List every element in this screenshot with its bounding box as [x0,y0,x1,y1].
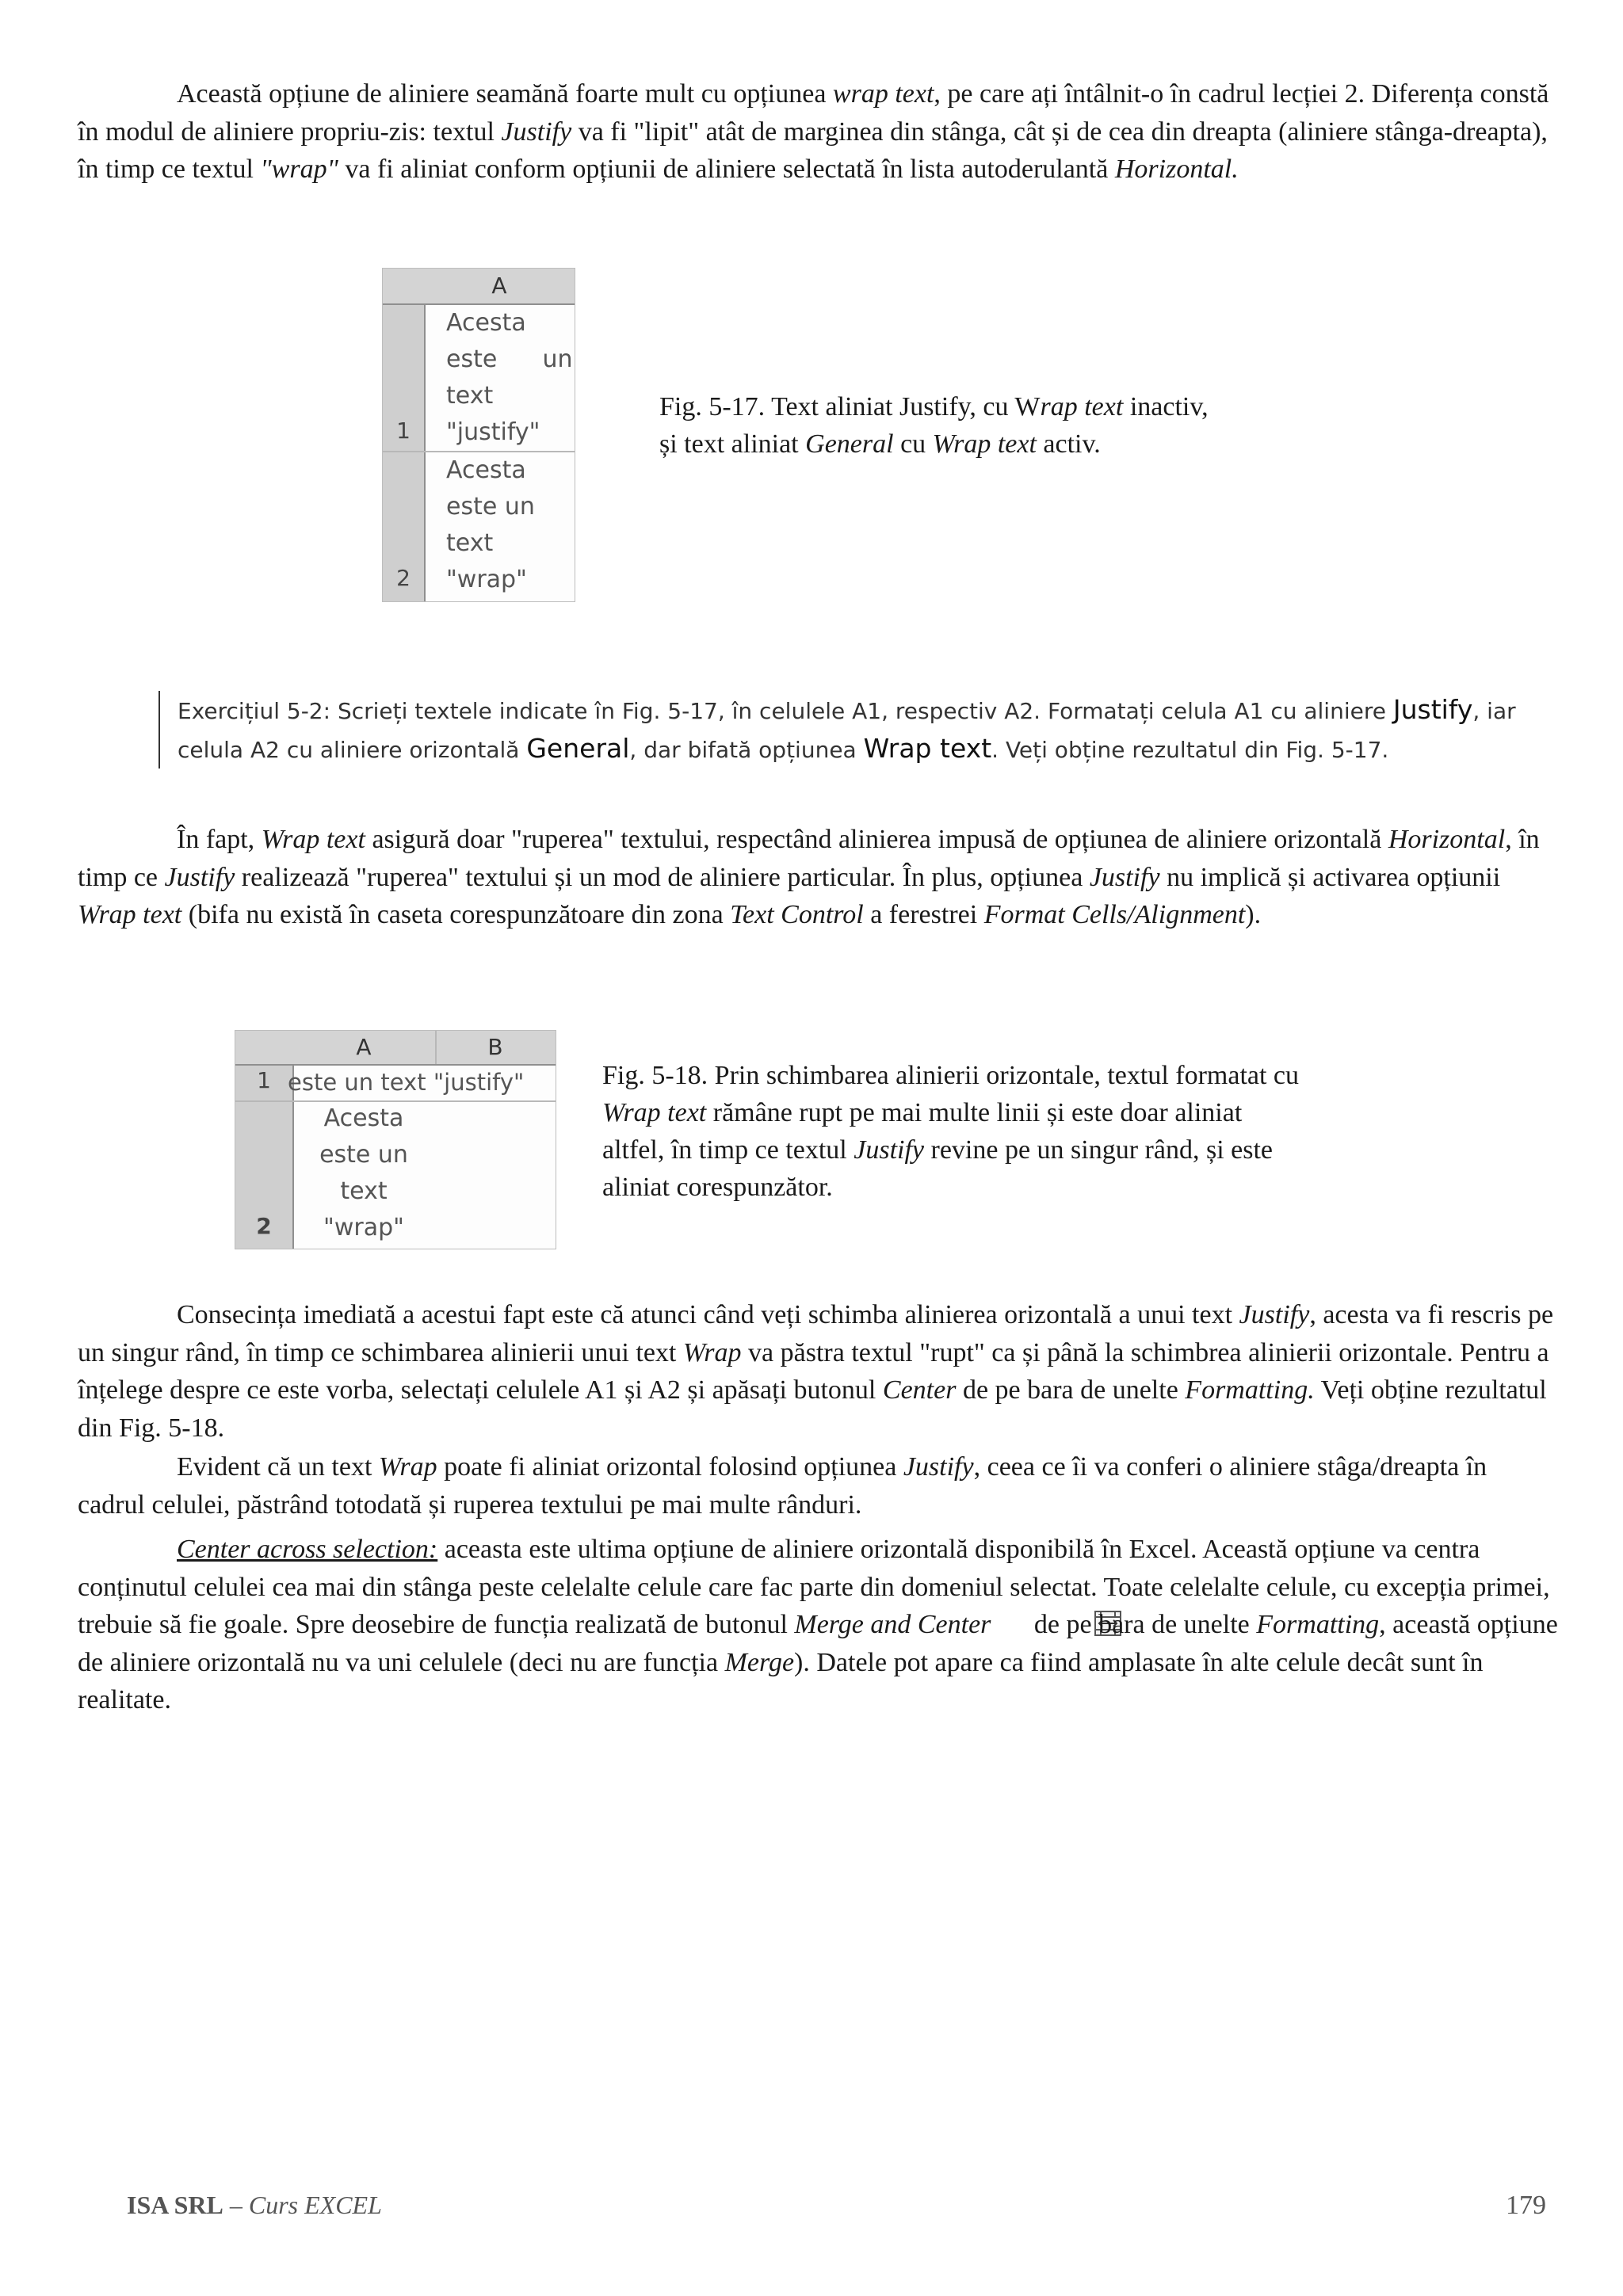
exercise-5-2 [158,691,1580,769]
cell-a2-line: text [446,529,494,557]
text: aceasta este ultima opțiune de aliniere orizontală disponibilă în Excel. Această opțiune va centra conținutul celulei cea mai din stânga peste celelalte celule care fac parte din domeniul selectat. Toate celelalte celule, cu excepția primei, trebuie să fie goale. Spre deosebire de funcția realizată de butonul [78,1535,1550,1639]
emphasis: Text Control [730,900,864,929]
text: (bifa nu există în caseta corespunzătoare din zona [181,900,731,929]
text: Consecința imediată a acestui fapt este că atunci când veți schimba alinierea orizontală a unui text [177,1300,1239,1329]
keyword: Justify [1392,694,1473,725]
figure-5-17-caption [659,388,1373,463]
cell-a2-line: text [340,1177,388,1205]
emphasis: "wrap" [260,154,338,184]
cell-a2-line: este un [446,493,535,521]
emphasis: Formatting [1256,1610,1380,1639]
emphasis: Wrap [378,1452,437,1482]
keyword: Wrap text [863,733,992,764]
footer-course: – Curs EXCEL [223,2191,382,2219]
emphasis: Justify [1089,862,1160,892]
column-header-a: A [356,1034,372,1060]
text: nu implică și activarea opțiunii [1159,862,1501,892]
text: a ferestrei [863,900,984,929]
cell-a2-line: Acesta [446,456,526,484]
intro-paragraph [78,75,1558,189]
emphasis: Justify [501,116,572,147]
text: , pe care ați întâlnit-o în cadrul lecției 2. Diferența constă în modul de aliniere propriu-zis: textul [78,79,1549,147]
column-header-a: A [424,269,575,305]
paragraph-consequence [78,1296,1558,1447]
emphasis: Wrap text [261,825,365,854]
emphasis: Horizontal. [1114,154,1239,184]
text: , iar celula A2 cu aliniere orizontală [178,698,1516,763]
text: , acesta va fi rescris pe un singur rând, în timp ce schimbarea alinierii unui text [78,1300,1554,1367]
keyword: General [526,733,630,764]
text: , în timp ce [78,825,1540,892]
row-number-1: 1 [396,418,411,444]
emphasis: rap text [1040,392,1124,421]
paragraph-wrap-vs-justify [78,821,1558,934]
column-divider [435,1031,437,1064]
text: , ceea ce îi va conferi o aliniere stâga/dreapta în cadrul celulei, păstrând totodată și ruperea textului pe mai multe rânduri. [78,1452,1487,1520]
cell-a1-line: "justify" [446,418,540,446]
text: de pe bara de unelte [956,1375,1186,1405]
text: ). [1245,900,1262,929]
cell-a2-line: "wrap" [446,566,527,593]
emphasis: wrap text [832,79,934,109]
text: : Scrieți textele indicate în Fig. 5-17, în celulele A1, respectiv A2. Formatați celula A1 cu aliniere [323,698,1393,724]
cell-a2-line: este un [319,1141,408,1169]
cell-a1-line: Acesta [446,309,526,337]
text: În fapt, [177,825,262,854]
footer-title [127,2191,382,2220]
cell-a1-line: text [446,382,494,410]
emphasis: Justify [164,862,235,892]
page-number: 179 [1506,2191,1546,2220]
text: , această opțiune de aliniere orizontală nu va uni celulele (deci nu are funcția [78,1610,1558,1677]
cell-a2-line: "wrap" [323,1214,404,1241]
emphasis: Wrap text [78,900,182,929]
emphasis: Merge and Center [794,1610,991,1639]
text: revine pe un singur rând, și este [924,1135,1274,1165]
emphasis: Justify [1239,1300,1310,1329]
text: rămâne rupt pe mai multe linii și este doar aliniat [706,1098,1243,1127]
text: poate fi aliniat orizontal folosind opțiunea [437,1452,903,1482]
emphasis: Center [882,1375,957,1405]
text: ). Datele pot apare ca fiind amplasate în alte celule decât sunt în realitate. [78,1647,1484,1714]
footer-company: ISA SRL [127,2191,223,2219]
emphasis: Wrap text [602,1098,707,1127]
text: de pe bara de unelte [1027,1610,1257,1639]
row-number-2: 2 [396,565,411,591]
emphasis: General [805,429,894,459]
text: cu [893,429,933,459]
figure-5-18-spreadsheet [235,1030,556,1249]
column-header-b: B [487,1034,503,1060]
figure-5-18-caption [602,1057,1474,1206]
caption-line: aliniat corespunzător. [602,1173,833,1202]
emphasis: Format Cells/Alignment [983,900,1246,929]
row-number-2: 2 [256,1213,272,1239]
text: activ. [1036,429,1101,459]
text: Această opțiune de aliniere seamănă foarte mult cu opțiunea [177,79,833,109]
text: inactiv, [1123,392,1209,421]
emphasis: Horizontal [1388,825,1506,854]
emphasis: Wrap [682,1337,742,1367]
cell-a2-line: Acesta [323,1104,404,1132]
corner-cell [383,269,424,305]
paragraph-center-across-selection [78,1531,1558,1719]
text: Fig. 5-17. Text aliniat Justify, cu W [659,392,1041,421]
cell-a1-line: este un [446,345,573,373]
text: Veți obține rezultatul din Fig. 5-18. [78,1375,1547,1443]
merge-and-center-icon [995,1609,1022,1634]
row-number-1: 1 [257,1067,271,1093]
cell-a1-text: este un text "justify" [288,1069,525,1096]
text: . Veți obține rezultatul din Fig. 5-17. [991,737,1389,763]
paragraph-evident [78,1448,1558,1524]
emphasis: Justify [903,1452,974,1482]
exercise-title: Exercițiul 5-2 [178,698,323,724]
emphasis: Formatting. [1185,1375,1315,1405]
text: va fi aliniat conform opțiunii de aliniere selectată în lista autoderulantă [338,154,1115,184]
section-term: Center across selection: [177,1535,438,1564]
text: realizează "ruperea" textului și un mod de aliniere particular. În plus, opțiunea [235,862,1090,892]
text: și text aliniat [659,429,806,459]
emphasis: Justify [854,1135,925,1165]
text: Evident că un text [177,1452,379,1482]
text: , dar bifată opțiunea [629,737,864,763]
text: altfel, în timp ce textul [602,1135,854,1165]
emphasis: Wrap text [932,429,1037,459]
figure-5-17-spreadsheet [382,268,575,602]
emphasis: Merge [724,1647,795,1677]
text: va fi "lipit" atât de marginea din stânga, cât și de cea din dreapta (aliniere stânga-dreapta), în timp ce textul [78,116,1548,184]
caption-line: Fig. 5-18. Prin schimbarea alinierii orizontale, textul formatat cu [602,1061,1300,1090]
text: asigură doar "ruperea" textului, respectând alinierea impusă de opțiunea de aliniere orizontală [365,825,1388,854]
text: va păstra textul "rupt" ca și până la schimbrea alinierii orizontale. Pentru a înțelege despre ce este vorba, selectați celulele A1 și A2 și apăsați butonul [78,1337,1549,1405]
